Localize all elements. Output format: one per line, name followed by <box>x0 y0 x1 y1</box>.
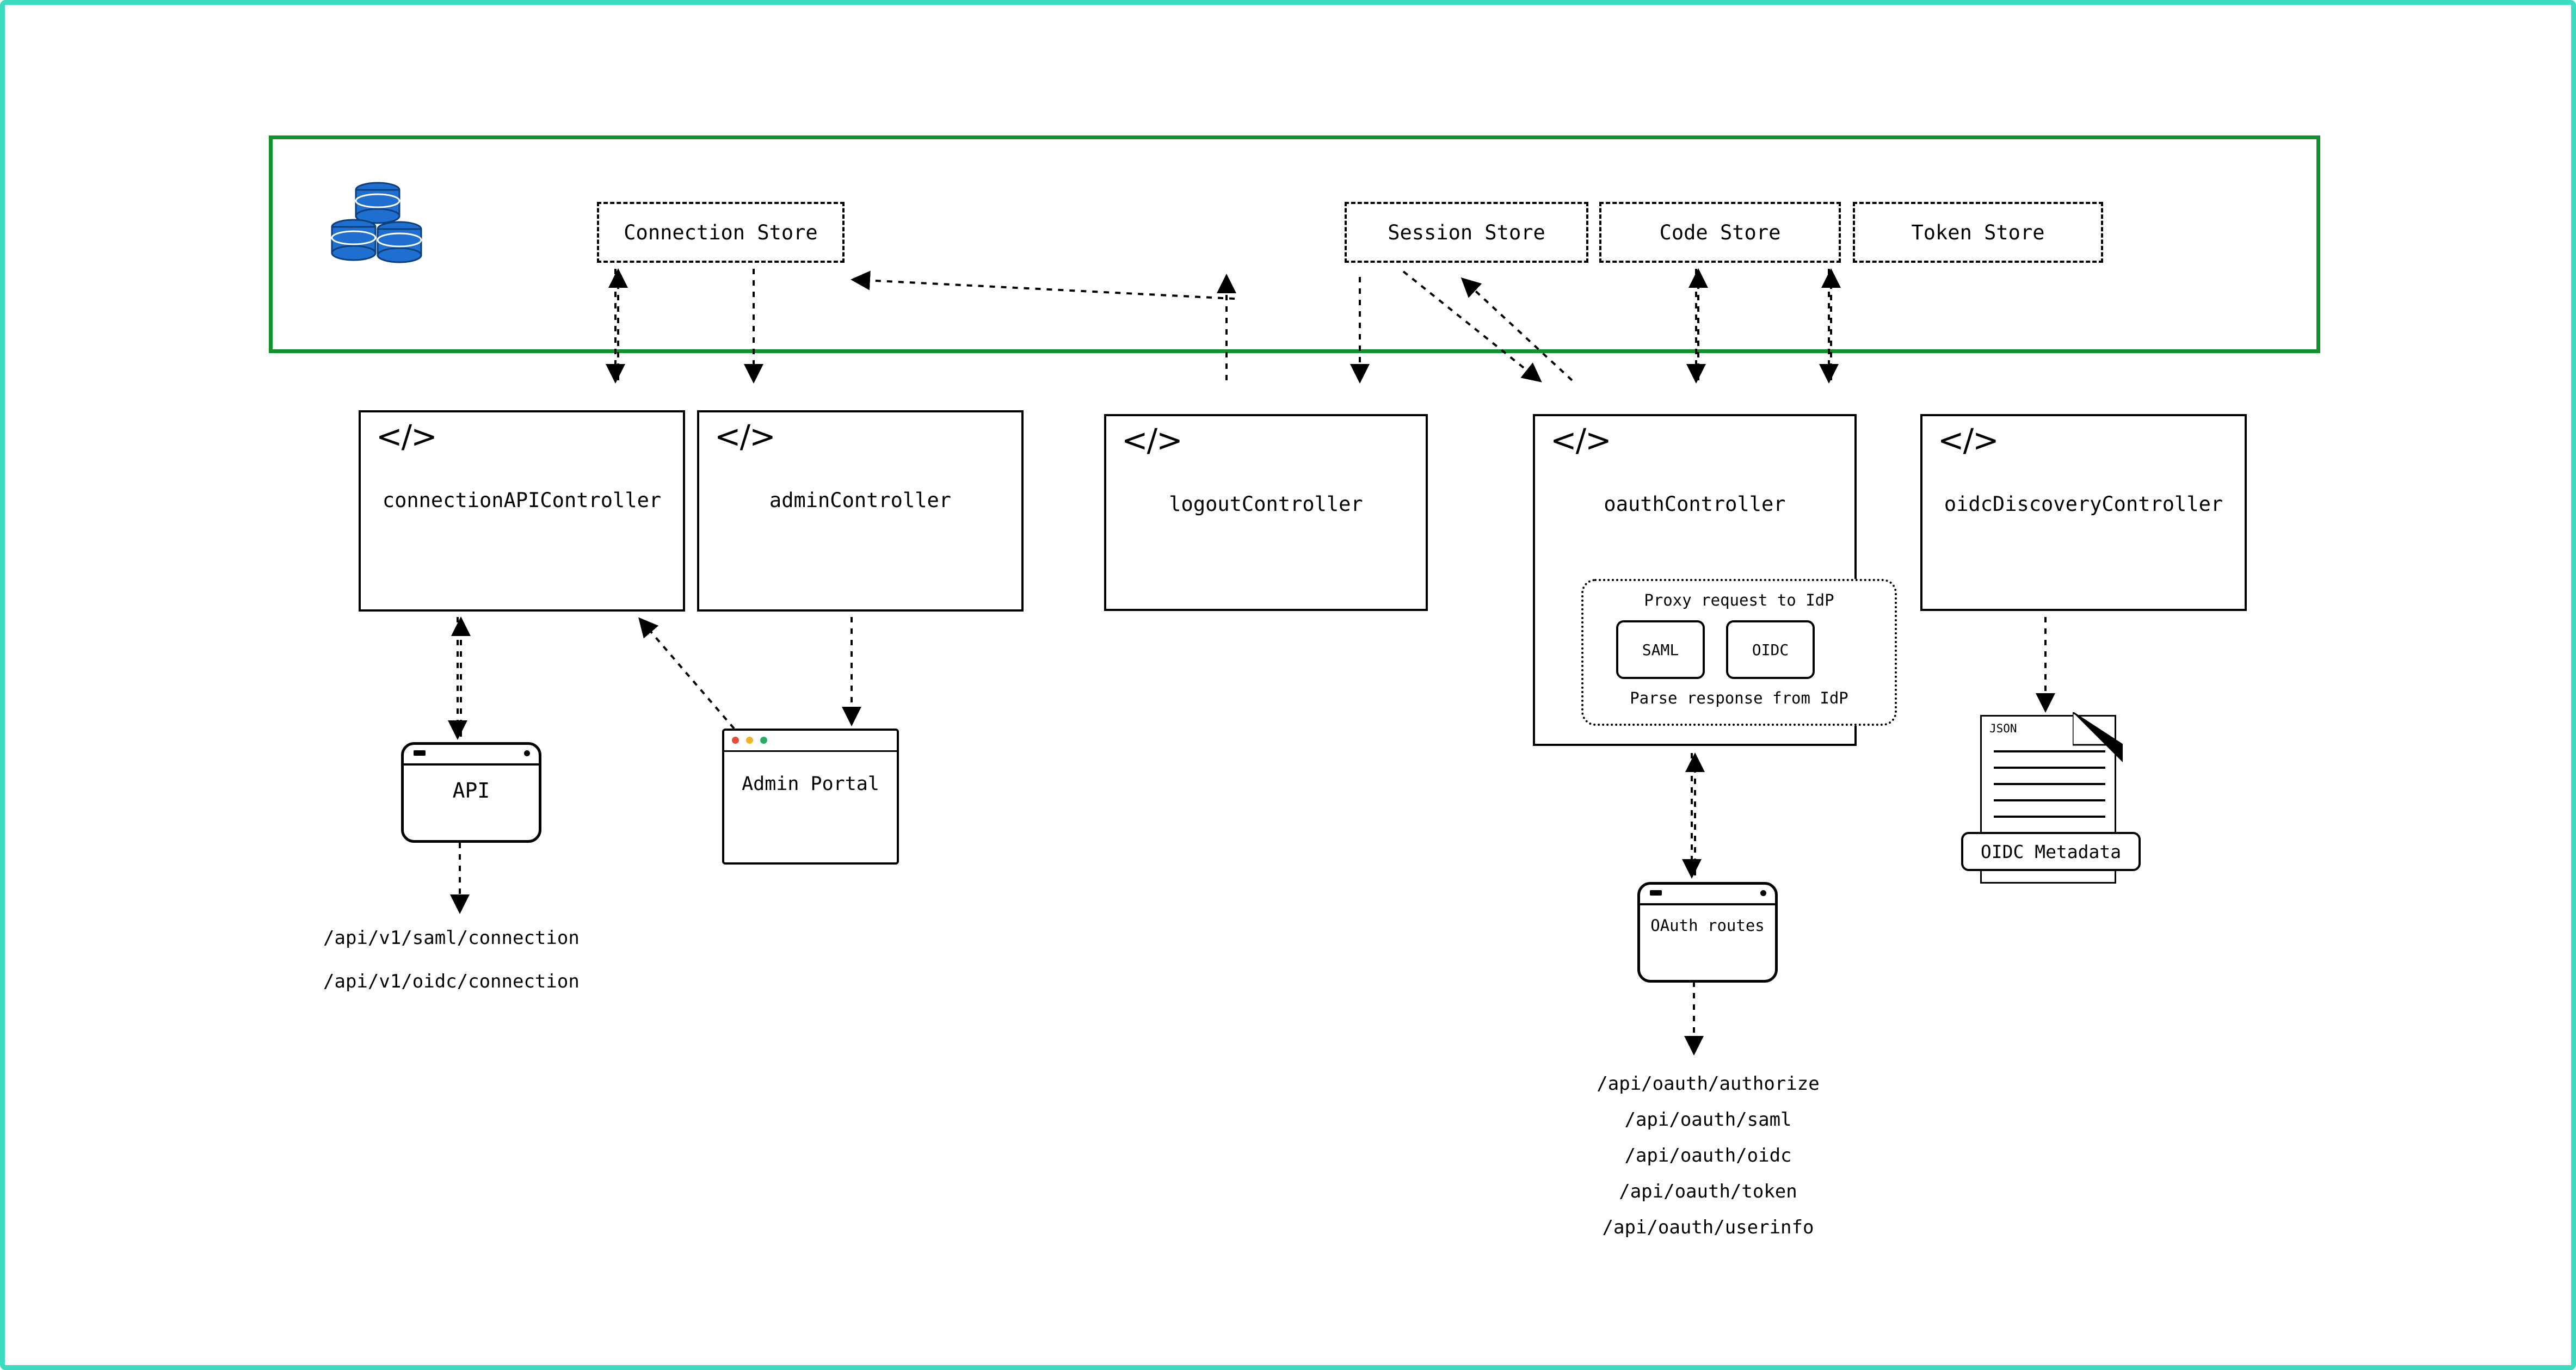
doc-line <box>1994 767 2105 769</box>
controller-admin-controller[interactable] <box>697 410 1024 612</box>
admin-portal-node[interactable] <box>722 729 899 865</box>
controller-label: oauthController <box>1604 492 1786 516</box>
code-icon: </> <box>1550 422 1611 459</box>
json-badge: JSON <box>1989 722 2017 735</box>
endpoint-connection-saml: /api/v1/saml/connection <box>323 927 580 949</box>
doc-line <box>1994 816 2105 818</box>
controller-label: adminController <box>769 489 952 512</box>
store-label: Token Store <box>1911 220 2045 244</box>
store-label: Session Store <box>1388 220 1545 244</box>
protocol-oidc[interactable] <box>1726 620 1815 679</box>
oauth-routes-label: OAuth routes <box>1650 916 1765 935</box>
store-label: Connection Store <box>624 220 818 244</box>
controller-connection-api-controller[interactable] <box>359 410 685 612</box>
doc-fold-icon <box>2073 712 2123 762</box>
store-connection-store[interactable] <box>597 202 845 263</box>
proxy-request-label: Proxy request to IdP <box>1644 591 1834 609</box>
code-icon: </> <box>1121 422 1182 459</box>
controller-oidc-discovery-controller[interactable] <box>1920 414 2247 611</box>
code-icon: </> <box>376 418 436 455</box>
maximize-icon <box>760 737 767 744</box>
controller-label: oidcDiscoveryController <box>1944 492 2223 516</box>
code-icon: </> <box>1938 422 1998 459</box>
endpoint-oauth-userinfo: /api/oauth/userinfo <box>1602 1217 1814 1238</box>
endpoint-oauth-authorize: /api/oauth/authorize <box>1597 1073 1820 1095</box>
parse-response-label: Parse response from IdP <box>1630 689 1848 707</box>
store-token-store[interactable] <box>1853 202 2103 263</box>
device-control <box>414 750 426 756</box>
doc-line <box>1994 799 2105 801</box>
oidc-metadata-label-pill[interactable] <box>1961 832 2141 871</box>
minimize-icon <box>746 737 753 744</box>
device-control <box>524 750 530 756</box>
database-icon <box>318 179 435 277</box>
controller-label: logoutController <box>1169 492 1363 516</box>
endpoint-connection-oidc: /api/v1/oidc/connection <box>323 971 580 992</box>
close-icon <box>732 737 739 744</box>
admin-portal-label: Admin Portal <box>742 773 879 795</box>
api-node[interactable] <box>401 742 541 843</box>
controller-logout-controller[interactable] <box>1104 414 1428 611</box>
proxy-idp-group <box>1581 579 1897 726</box>
endpoint-oauth-token: /api/oauth/token <box>1619 1181 1797 1202</box>
store-label: Code Store <box>1659 220 1781 244</box>
device-control <box>1760 890 1766 896</box>
protocol-label: OIDC <box>1752 640 1789 659</box>
endpoint-oauth-saml: /api/oauth/saml <box>1624 1109 1792 1131</box>
doc-line <box>1994 783 2105 785</box>
store-session-store[interactable] <box>1345 202 1588 263</box>
protocol-label: SAML <box>1642 640 1679 659</box>
device-control <box>1650 890 1662 896</box>
oauth-routes-node[interactable] <box>1637 882 1778 983</box>
code-icon: </> <box>714 418 775 455</box>
protocol-saml[interactable] <box>1616 620 1705 679</box>
store-code-store[interactable] <box>1599 202 1841 263</box>
api-label: API <box>452 779 490 803</box>
controller-label: connectionAPIController <box>382 489 662 512</box>
endpoint-oauth-oidc: /api/oauth/oidc <box>1624 1145 1792 1167</box>
oidc-metadata-label: OIDC Metadata <box>1980 841 2122 862</box>
